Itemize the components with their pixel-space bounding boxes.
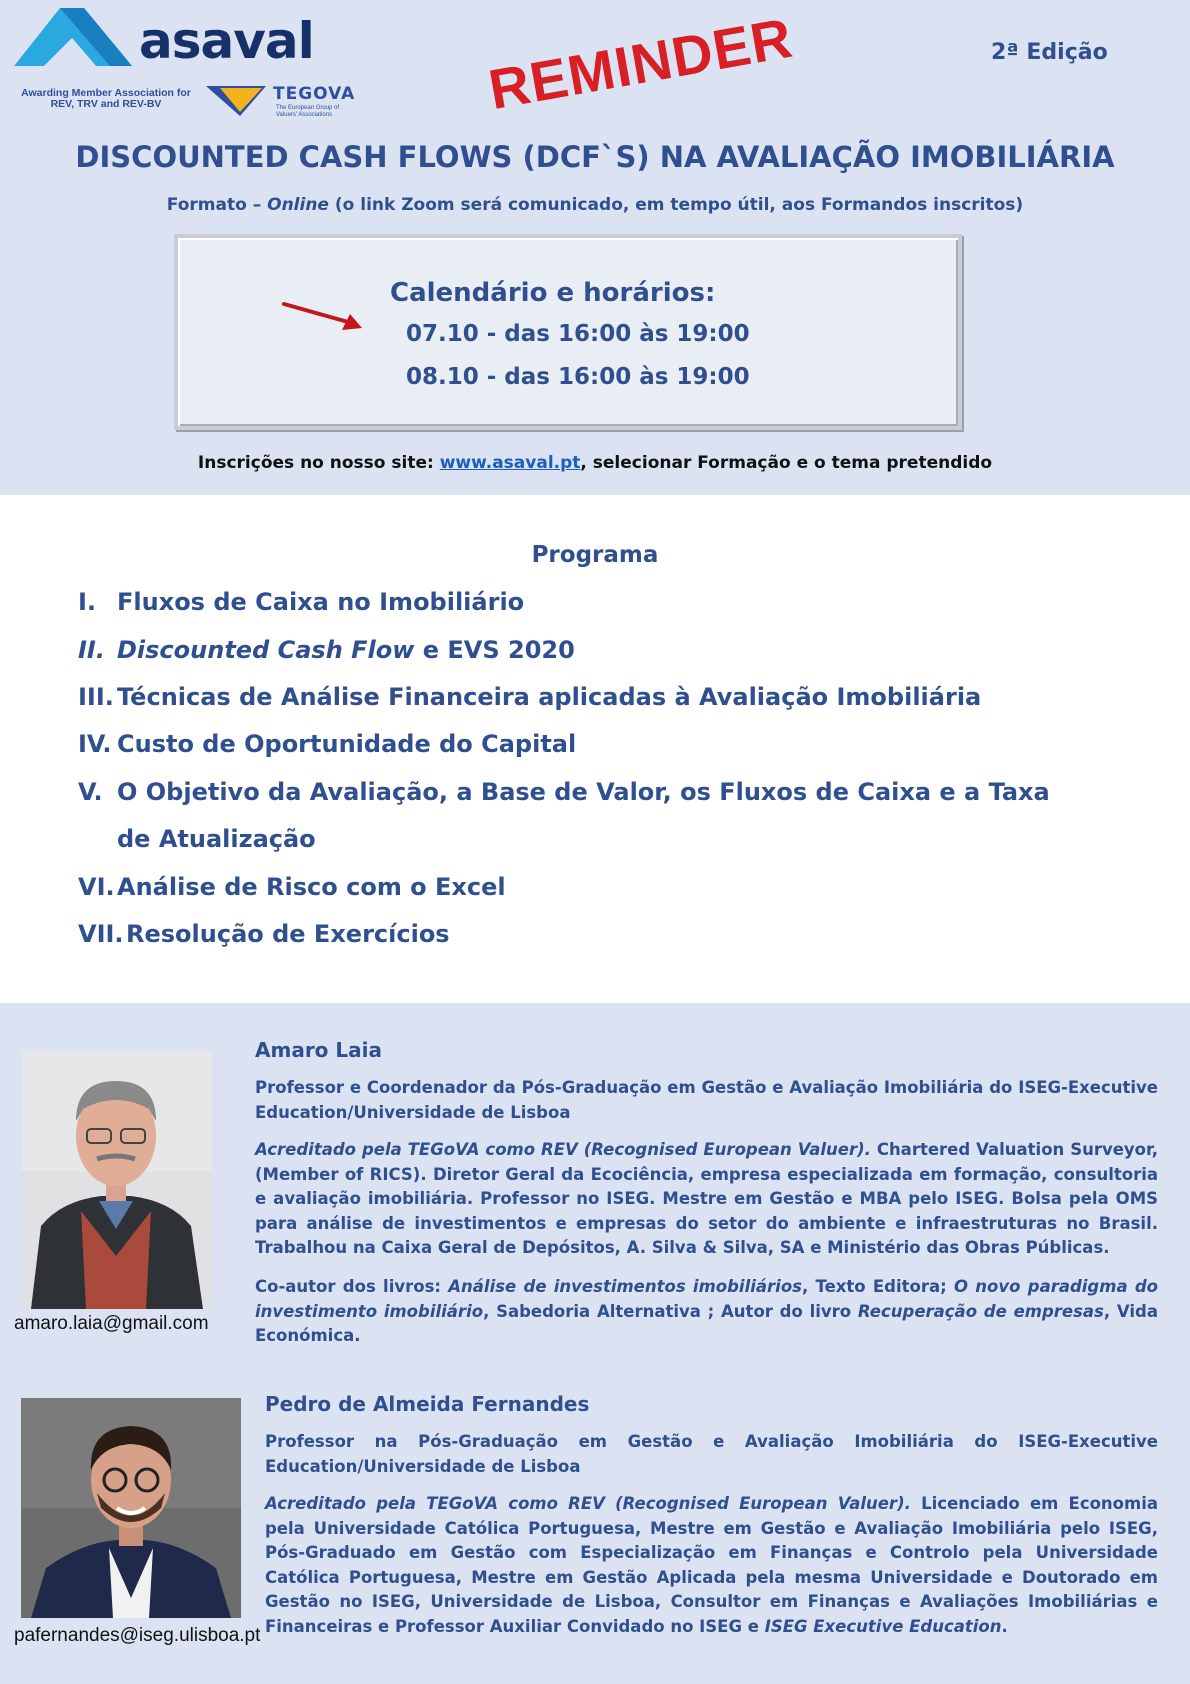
programa-item <box>78 636 575 664</box>
portrait-image <box>21 1398 241 1618</box>
programa-item-text-italic: Discounted Cash Flow <box>117 636 415 664</box>
programa-item-number: V. <box>78 778 103 806</box>
bio-description <box>255 1138 1158 1261</box>
book-title: Análise de investimentos imobiliários <box>448 1277 802 1296</box>
bio-desc: Chartered Valuation Surveyor, (Member of RICS). Diretor Geral da Ecociência, empresa especializada em formação, consultoria e avaliação imobiliária. Professor no ISEG. Mestre em Gestão e MBA pelo ISEG. Bolsa pela OMS para análise de investimentos e empresas do setor do ambiente e infraestruturas no Brasil. Trabalhou na Caixa Geral de Depósitos, A. Silva & Silva, SA e Ministério das Obras Públicas. <box>255 1140 1158 1257</box>
calendar-date: 07.10 - das 16:00 às 19:00 <box>406 321 750 347</box>
registration-suffix: , selecionar Formação e o tema pretendido <box>580 453 993 473</box>
book-publisher: , Sabedoria Alternativa ; Autor do livro <box>483 1301 858 1321</box>
book-title: O novo paradigma do investimento imobiliário <box>255 1277 1158 1321</box>
bio-email[interactable]: pafernandes@iseg.ulisboa.pt <box>14 1625 261 1646</box>
programa-item-text: Técnicas de Análise Financeira aplicadas à Avaliação Imobiliária <box>117 683 982 711</box>
programa-item-number: IV. <box>78 730 112 758</box>
format-rest: (o link Zoom será comunicado, em tempo útil, aos Formandos inscritos) <box>328 195 1024 215</box>
asaval-site-link[interactable]: www.asaval.pt <box>439 453 581 473</box>
book-title: Recuperação de empresas <box>857 1301 1104 1321</box>
programa-item-number: VII. <box>78 920 124 948</box>
programa-item-text: Custo de Oportunidade do Capital <box>117 730 577 758</box>
programa-item-number: I. <box>78 588 97 616</box>
programa-item-text: Resolução de Exercícios <box>126 920 450 948</box>
page-title: DISCOUNTED CASH FLOWS (DCF`S) NA AVALIAÇÃO IMOBILIÁRIA <box>75 140 1115 174</box>
programa-item <box>78 730 576 758</box>
programa-item-number: III. <box>78 683 114 711</box>
format-line <box>0 195 1190 215</box>
bio-email[interactable]: amaro.laia@gmail.com <box>14 1313 209 1334</box>
bio-name: Pedro de Almeida Fernandes <box>265 1392 590 1416</box>
bio-description <box>265 1492 1158 1639</box>
programa-title: Programa <box>531 542 659 568</box>
pedro-fernandes-photo <box>21 1398 241 1618</box>
bio-desc-italic: ISEG Executive Education <box>764 1616 1002 1636</box>
programa-item <box>78 873 506 901</box>
registration-line <box>0 453 1190 473</box>
registration-prefix: Inscrições no nosso site: <box>197 453 440 473</box>
calendar-title: Calendário e horários: <box>390 278 716 308</box>
calendar-date: 08.10 - das 16:00 às 19:00 <box>406 364 750 390</box>
books-prefix: Co-autor dos livros: <box>255 1277 449 1296</box>
tegova-wordmark: TEGOVA <box>273 84 356 104</box>
portrait-image <box>21 1051 212 1309</box>
programa-item <box>78 683 981 711</box>
programa-item <box>78 778 1050 806</box>
programa-item <box>78 588 524 616</box>
format-online: Online <box>267 195 329 215</box>
bio-desc: Licenciado em Economia pela Universidade Católica Portuguesa, Mestre em Gestão e Avaliação Imobiliária pelo ISEG, Pós-Graduado em Gestão com Especialização em Finanças e Controlo pela Universidade Católica Portuguesa, Mestre em Gestão Aplicada pela mesma Universidade e Doutorado em Gestão no ISEG, Universidade de Lisboa, Consultor em Finanças e Avaliações Imobiliárias e Financeiras e Professor Auxiliar Convidado no ISEG e <box>265 1494 1158 1636</box>
bio-accredited: Acreditado pela TEGoVA como REV (Recognised European Valuer). <box>265 1494 911 1513</box>
bio-accredited: Acreditado pela TEGoVA como REV (Recognised European Valuer). <box>255 1140 871 1159</box>
bio-role: Professor na Pós-Graduação em Gestão e Avaliação Imobiliária do ISEG-Executive Education/Universidade de Lisboa <box>265 1432 1158 1476</box>
bio-books <box>255 1275 1158 1349</box>
asaval-mountain-icon <box>14 8 144 74</box>
amaro-laia-photo <box>21 1051 212 1309</box>
programa-item-text: e EVS 2020 <box>414 636 575 664</box>
programa-item-number: II. <box>78 636 105 664</box>
programa-item-number: VI. <box>78 873 115 901</box>
programa-item <box>78 920 450 948</box>
asaval-wordmark: asaval <box>139 12 314 70</box>
tegova-logo-icon <box>206 82 266 116</box>
programa-item-text: O Objetivo da Avaliação, a Base de Valor, os Fluxos de Caixa e a Taxa <box>117 778 1050 806</box>
awarding-text: Awarding Member Association for REV, TRV and REV-BV <box>21 87 191 110</box>
reminder-stamp: REMINDER <box>484 5 798 122</box>
red-arrow-icon <box>282 300 366 332</box>
calendar-box <box>174 234 962 430</box>
programa-item-text: Fluxos de Caixa no Imobiliário <box>117 588 525 616</box>
bio-desc-end: . <box>1001 1616 1008 1636</box>
book-publisher: , Texto Editora; <box>801 1277 955 1296</box>
tegova-subtitle: The European Group of Valuers' Associations <box>276 105 340 118</box>
format-prefix: Formato – <box>166 195 268 215</box>
programa-item-text: Análise de Risco com o Excel <box>117 873 506 901</box>
bio-role: Professor e Coordenador da Pós-Graduação em Gestão e Avaliação Imobiliária do ISEG-Executive Education/Universidade de Lisboa <box>255 1078 1158 1122</box>
bio-name: Amaro Laia <box>255 1038 382 1062</box>
programa-item-continuation: de Atualização <box>117 825 316 853</box>
book-publisher: , Vida Económica. <box>255 1301 1158 1345</box>
asaval-logo <box>14 8 374 124</box>
edition-label: 2ª Edição <box>991 40 1108 65</box>
